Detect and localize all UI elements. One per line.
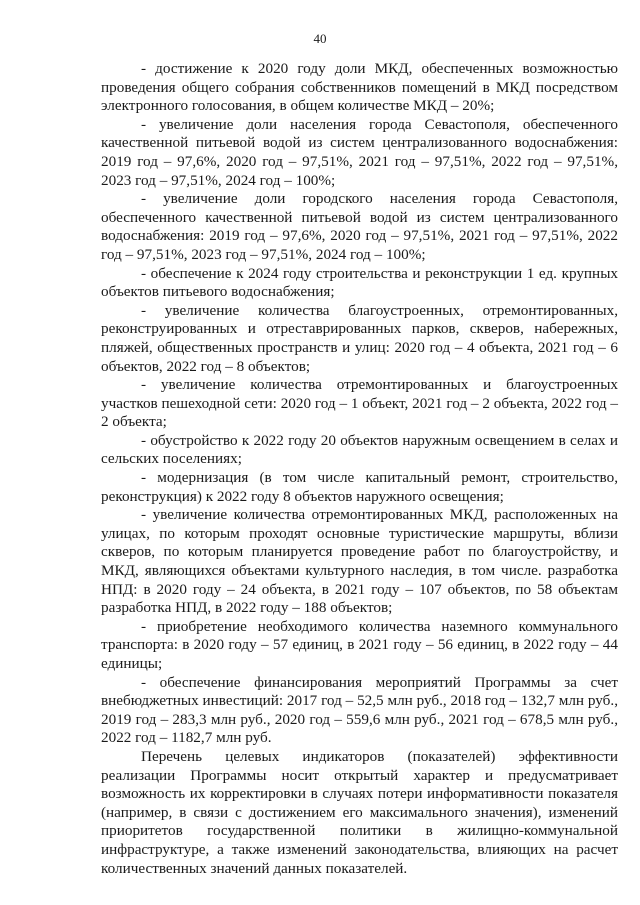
paragraph-indicator-water-urban-population: - увеличение доли городского населения города Севастополя, обеспеченного качественной питьевой водой из систем централизованного водоснабжения: 2019 год – 97,6%, 2020 год – 97,51%, 2021 год – 97,51%, 2022 год – 97,51%, 2023 год – 97,51%, 2024 год – 100%; xyxy=(101,190,618,263)
paragraph-indicator-extrabudgetary-funding: - обеспечение финансирования мероприятий Программы за счет внебюджетных инвестиций: 2017 год – 52,5 млн руб., 2018 год – 132,7 млн руб., 2019 год – 283,3 млн руб., 2020 год – 559,6 млн руб., 2021 год – 678,5 млн руб., 2022 год – 1182,7 млн руб. xyxy=(101,673,618,747)
paragraph-indicator-public-transport: - приобретение необходимого количества наземного коммунального транспорта: в 2020 году – 57 единиц, в 2021 году – 56 единиц, в 2022 году – 44 единицы; xyxy=(101,617,618,672)
paragraph-indicator-lighting-modernization: - модернизация (в том числе капитальный ремонт, строительство, реконструкция) к 2022 году 8 объектов наружного освещения; xyxy=(101,469,618,505)
paragraph-indicator-rural-lighting: - обустройство к 2022 году 20 объектов наружным освещением в селах и сельских поселениях; xyxy=(101,431,618,468)
document-body xyxy=(101,60,618,878)
page-number: 40 xyxy=(313,31,327,46)
paragraph-indicator-pedestrian-network: - увеличение количества отремонтированных и благоустроенных участков пешеходной сети: 2020 год – 1 объект, 2021 год – 2 объекта, 2022 год – 2 объекта; xyxy=(101,376,618,431)
paragraph-indicators-list-note: Перечень целевых индикаторов (показателей) эффективности реализации Программы носит открытый характер и предусматривает возможность их корректировки в случаях потери информативности показателя (например, в связи с достижением его максимального значения), изменений приоритетов государственной политики в жилищно-коммунальной инфраструктуре, а также изменений законодательства, влияющих на расчет количественных значений данных показателей. xyxy=(101,747,618,877)
paragraph-indicator-public-spaces: - увеличение количества благоустроенных, отремонтированных, реконструированных и отреставрированных парков, скверов, набережных, пляжей, общественных пространств и улиц: 2020 год – 4 объекта, 2021 год – 6 объектов, 2022 год – 8 объектов; xyxy=(101,301,618,375)
paragraph-indicator-housing-repair: - увеличение количества отремонтированных МКД, расположенных на улицах, по которым проходят основные туристические маршруты, вблизи скверов, по которым планируется проведение работ по благоустройству, и МКД, являющихся объектами культурного наследия, в том числе. разработка НПД: в 2020 году – 24 объекта, в 2021 году – 107 объектов, по 58 объектам разработка НПД, в 2022 году – 188 объектов; xyxy=(101,506,618,617)
paragraph-indicator-water-population: - увеличение доли населения города Севастополя, обеспеченного качественной питьевой водой из систем централизованного водоснабжения: 2019 год – 97,6%, 2020 год – 97,51%, 2021 год – 97,51%, 2022 год – 97,51%, 2023 год – 97,51%, 2024 год – 100%; xyxy=(101,115,618,189)
paragraph-indicator-electronic-voting: - достижение к 2020 году доли МКД, обеспеченных возможностью проведения общего собрания собственников помещений в МКД посредством электронного голосования, в общем количестве МКД – 20%; xyxy=(101,60,618,115)
paragraph-indicator-water-facilities: - обеспечение к 2024 году строительства и реконструкции 1 ед. крупных объектов питьевого водоснабжения; xyxy=(101,264,618,301)
